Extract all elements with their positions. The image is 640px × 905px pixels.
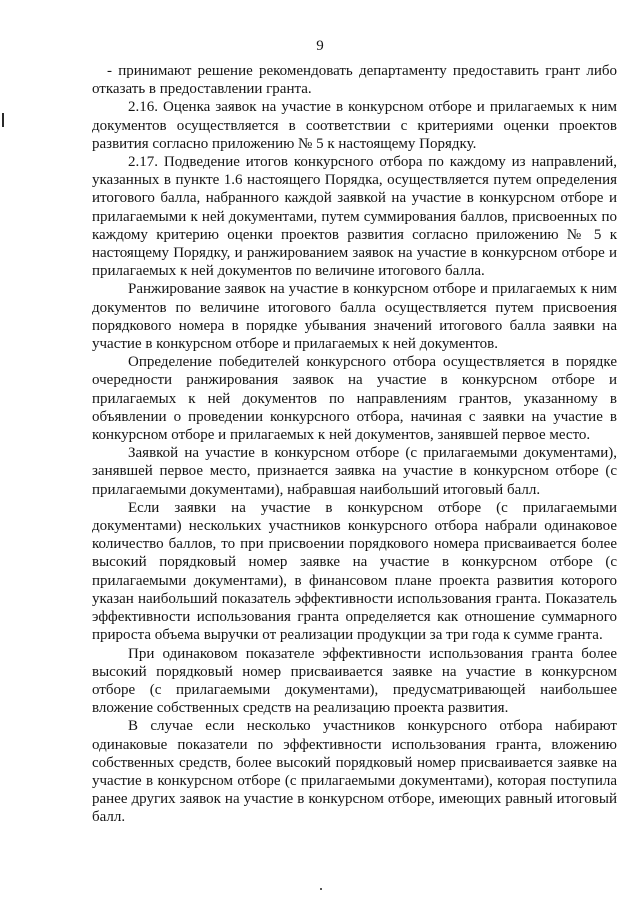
paragraph-2-17: 2.17. Подведение итогов конкурсного отбора по каждому из направлений, указанных в пункте 1.6 настоящего Порядка, осуществляется путем определения итогового балла, набранного каждой заявкой на участие в конкурсном отборе и прилагаемыми к ней документами, путем суммирования баллов, присвоенных по каждому критерию оценки проектов развития согласно приложению № 5 к настоящему Порядку, и ранжированием заявок на участие в конкурсном отборе и прилагаемых к ней документов по величине итогового балла.: [92, 154, 617, 280]
paragraph-decision-item: - принимают решение рекомендовать департаменту предоставить грант либо отказать в предоставлении гранта.: [92, 63, 617, 98]
paragraph-equal-indicators: В случае если несколько участников конкурсного отбора набирают одинаковые показатели по эффективности использования гранта, вложению собственных средств, более высокий порядковый номер присваивается заявке на участие в конкурсном отборе (с прилагаемыми документами), которая поступила ранее других заявок на участие в конкурсном отборе, имеющих равный итоговый балл.: [92, 718, 617, 826]
paragraph-winners: Определение победителей конкурсного отбора осуществляется в порядке очередности ранжирования заявок на участие в конкурсном отборе и прилагаемых к ней документов по направлениям грантов, указанному в объявлении о проведении конкурсного отбора, начиная с заявки на участие в конкурсном отборе и прилагаемых к ней документов, занявшей первое место.: [92, 354, 617, 444]
paragraph-equal-efficiency: При одинаковом показателе эффективности использования гранта более высокий порядковый номер присваивается заявке на участие в конкурсном отборе (с прилагаемыми документами), предусматривающей наибольшее вложение собственных средств на реализацию проекта развития.: [92, 645, 617, 717]
paragraph-ranking: Ранжирование заявок на участие в конкурсном отборе и прилагаемых к ним документов по величине итогового балла осуществляется путем присвоения порядкового номера в порядке убывания значений итогового балла заявки на участие в конкурсном отборе и прилагаемых к ней документов.: [92, 281, 617, 353]
page-number: 9: [316, 38, 324, 54]
scan-dot: [320, 888, 322, 890]
margin-mark: [2, 113, 4, 127]
paragraph-equal-score: Если заявки на участие в конкурсном отборе (с прилагаемыми документами) нескольких участников конкурсного отбора набрали одинаковое количество баллов, то при присвоении порядкового номера присваивается более высокий порядковый номер заявке на участие в конкурсном отборе (с прилагаемыми документами), в финансовом плане проекта развития которого указан наибольший показатель эффективности использования гранта. Показатель эффективности использования гранта определяется как отношение суммарного прироста объема выручки от реализации продукции за три года к сумме гранта.: [92, 499, 617, 644]
paragraph-2-16: 2.16. Оценка заявок на участие в конкурсном отборе и прилагаемых к ним документов осуществляется в соответствии с критериями оценки проектов развития согласно приложению № 5 к настоящему Порядку.: [92, 99, 617, 152]
paragraph-first-place: Заявкой на участие в конкурсном отборе (с прилагаемыми документами), занявшей первое место, признается заявка на участие в конкурсном отборе (с прилагаемыми документами), набравшая наибольший итоговый балл.: [92, 445, 617, 498]
document-body: [92, 62, 617, 827]
